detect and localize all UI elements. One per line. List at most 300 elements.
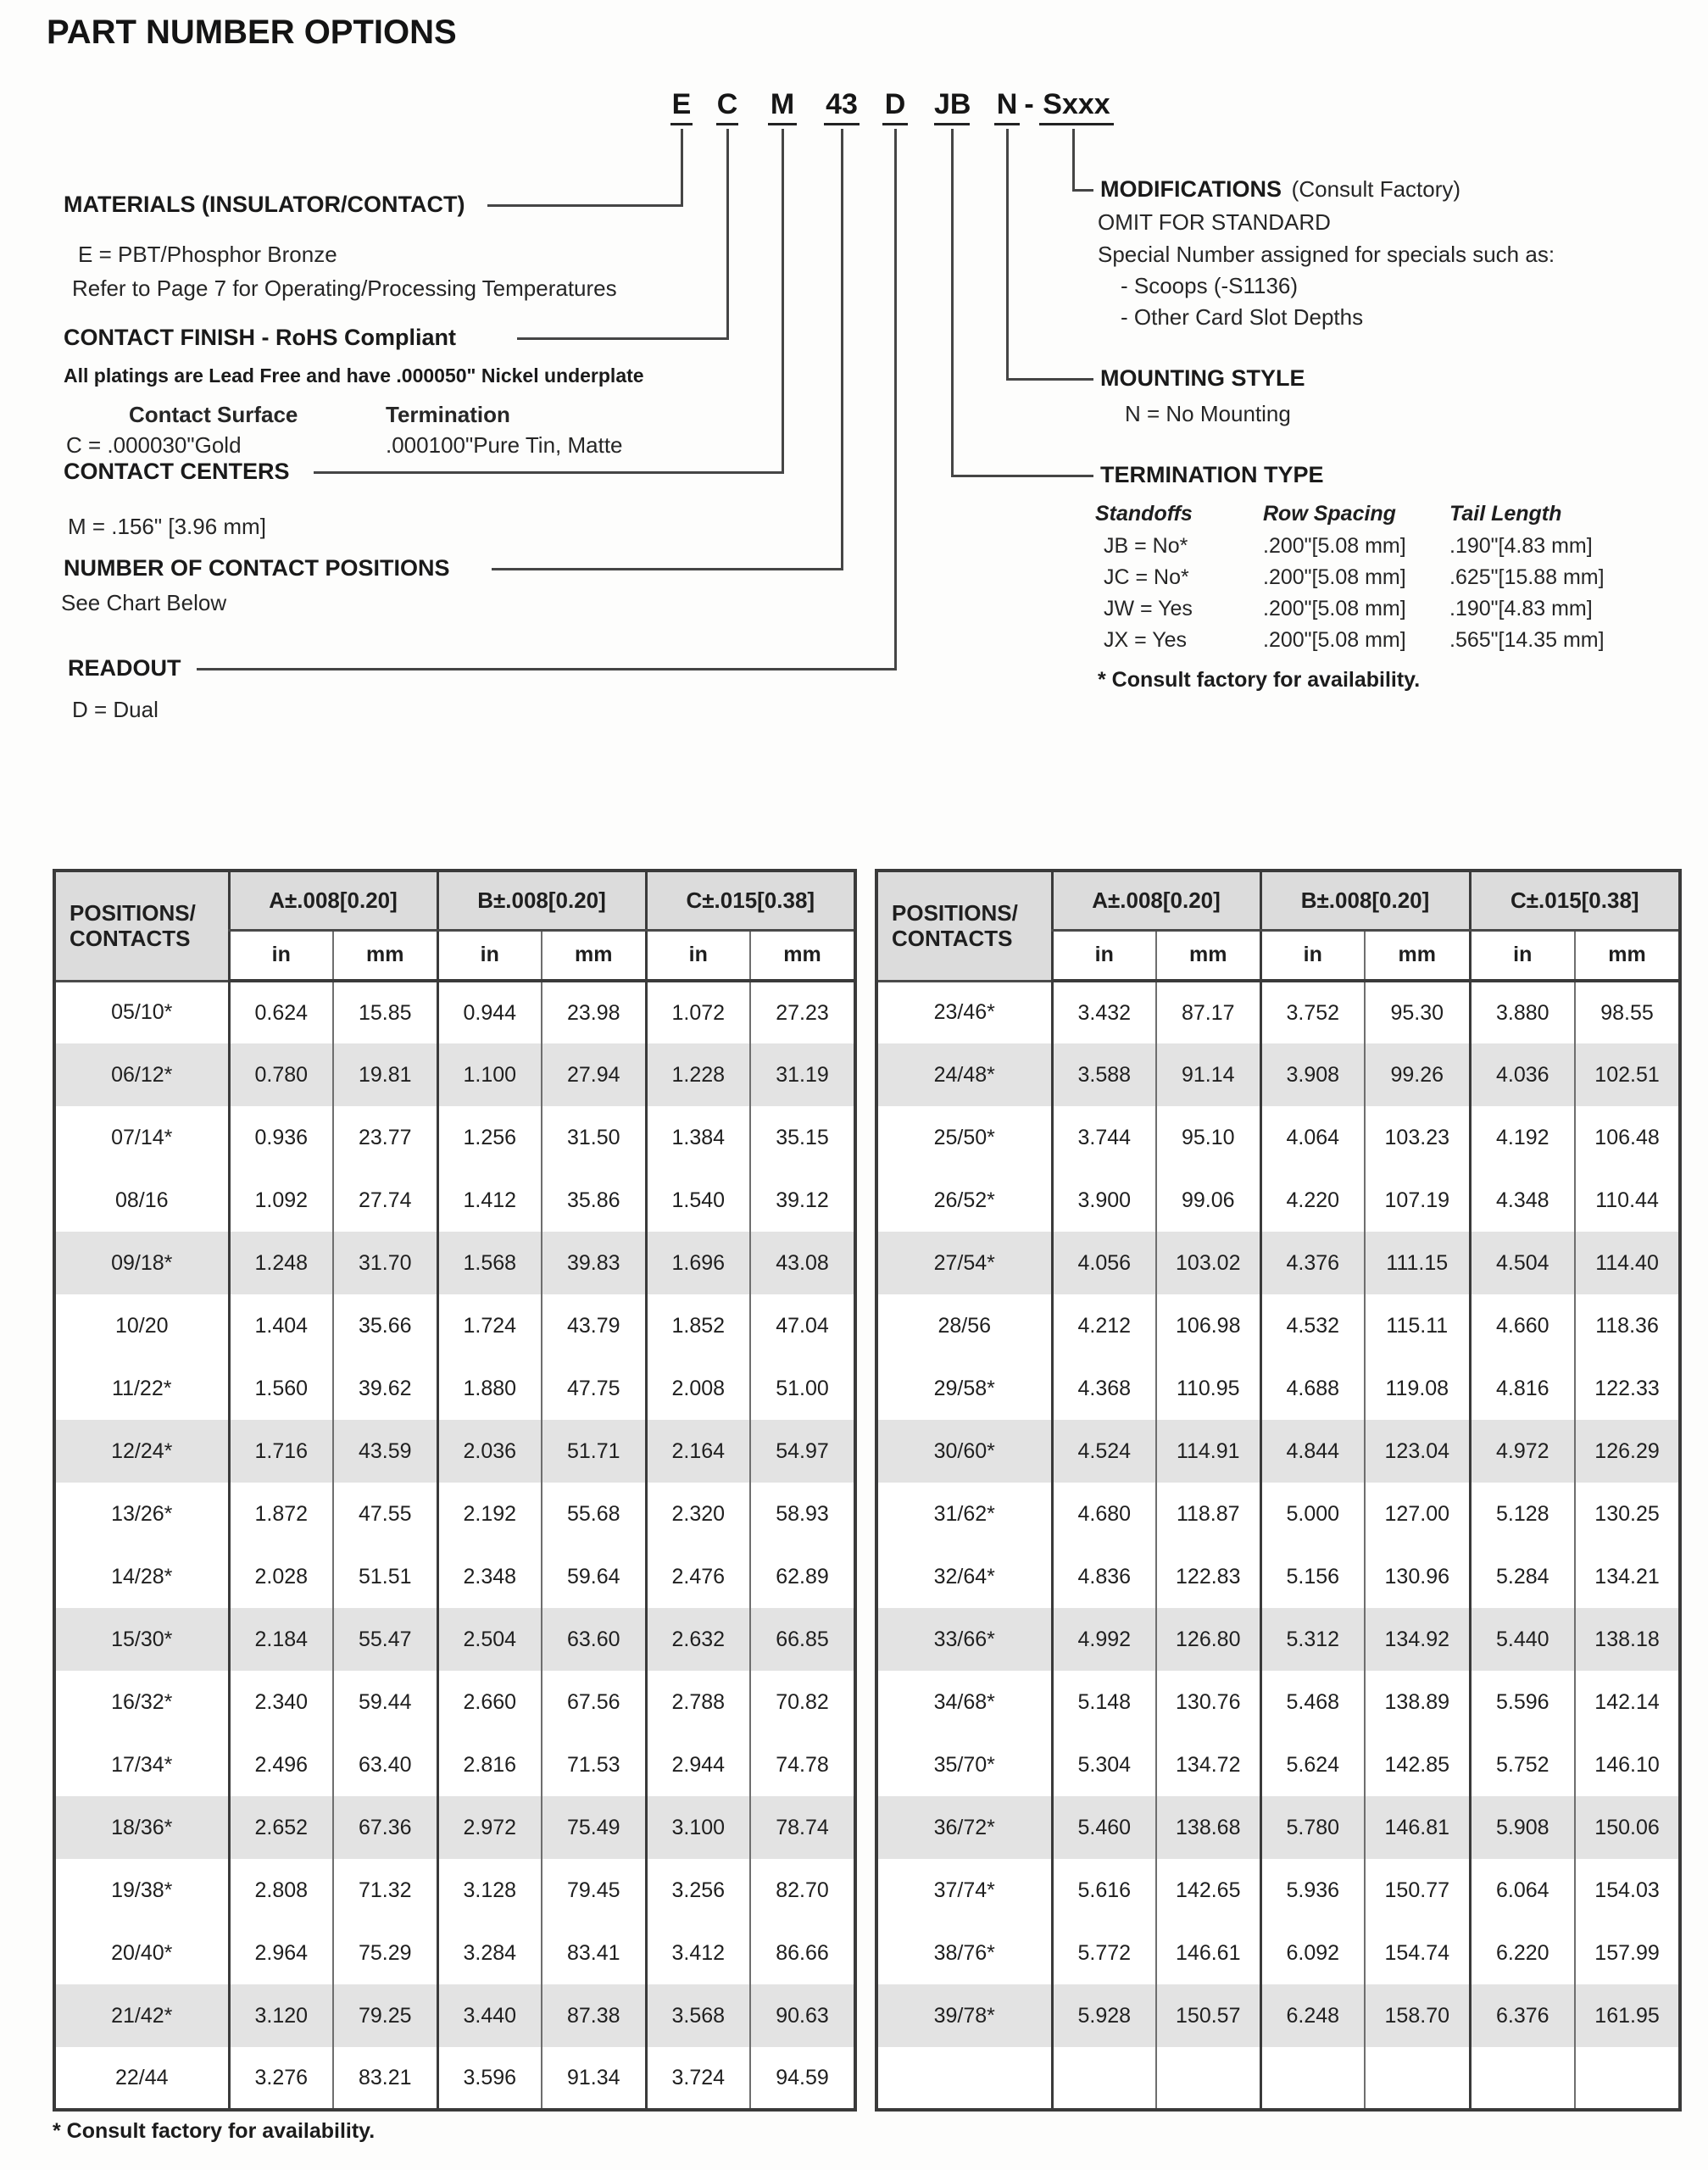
positions-cell: 38/76*	[933, 1940, 995, 1965]
connector-line-modification-h	[1072, 189, 1093, 192]
value-cell: 2.816	[437, 1733, 542, 1796]
modifications-header: MODIFICATIONS	[1100, 176, 1282, 202]
value-cell: 71.32	[333, 1859, 437, 1922]
value-cell: 146.10	[1575, 1733, 1680, 1796]
value-cell: 4.844	[1260, 1420, 1365, 1483]
value-cell: 1.852	[646, 1294, 750, 1357]
value-cell: 4.524	[1052, 1420, 1156, 1483]
positions-label: POSITIONS/	[70, 900, 196, 926]
value-cell: 1.256	[437, 1106, 542, 1169]
value-cell: 142.65	[1156, 1859, 1260, 1922]
termination-row-spacing: .200"[5.08 mm]	[1263, 597, 1406, 620]
part-number-separator: -	[1024, 88, 1034, 120]
table-row	[876, 1608, 1680, 1671]
value-cell: 150.57	[1156, 1984, 1260, 2047]
table-footnote: * Consult factory for availability.	[53, 2119, 376, 2143]
value-cell: 5.000	[1260, 1483, 1365, 1545]
table-row	[54, 1043, 855, 1106]
positions-cell	[876, 2047, 1052, 2110]
value-cell: 83.41	[542, 1922, 646, 1984]
value-cell: 150.77	[1365, 1859, 1470, 1922]
value-cell: 5.752	[1470, 1733, 1575, 1796]
value-cell: 1.880	[437, 1357, 542, 1420]
value-cell: 5.936	[1260, 1859, 1365, 1922]
dimension-table-left	[53, 869, 857, 2112]
termination-tail-length: .190"[4.83 mm]	[1449, 534, 1593, 558]
positions-cell: 39/78*	[876, 1984, 1052, 2047]
value-cell: 1.100	[437, 1043, 542, 1106]
connector-line-mounting-h	[1006, 378, 1093, 381]
materials-note: Refer to Page 7 for Operating/Processing Temperatures	[72, 275, 617, 301]
positions-cell: 11/22*	[112, 1376, 172, 1400]
table-row	[876, 1169, 1680, 1232]
value-cell: 47.55	[333, 1483, 437, 1545]
value-cell: 31.50	[542, 1106, 646, 1169]
table-row	[54, 1357, 855, 1420]
value-cell: 150.06	[1575, 1796, 1680, 1859]
value-cell: 146.61	[1156, 1922, 1260, 1984]
value-cell: 1.072	[646, 981, 750, 1043]
part-number-segment-material: E	[670, 88, 693, 125]
value-cell: 5.128	[1470, 1483, 1575, 1545]
table-row	[54, 2047, 855, 2110]
contacts-label: CONTACTS	[70, 926, 191, 952]
group-header-c: C±.015[0.38]	[1470, 871, 1680, 930]
modifications-line4: - Other Card Slot Depths	[1121, 304, 1364, 330]
value-cell: 2.184	[229, 1608, 333, 1671]
value-cell: 2.808	[229, 1859, 333, 1922]
connector-line-positions-v	[841, 129, 843, 570]
termination-footnote: * Consult factory for availability.	[1098, 668, 1421, 692]
value-cell: 4.376	[1260, 1232, 1365, 1294]
contact-finish-note: All platings are Lead Free and have .000050" Nickel underplate	[64, 364, 644, 387]
value-cell: 99.06	[1156, 1169, 1260, 1232]
value-cell: 3.412	[646, 1922, 750, 1984]
unit-mm: mm	[1365, 930, 1470, 981]
value-cell: 4.064	[1260, 1106, 1365, 1169]
value-cell: 27.23	[750, 981, 855, 1043]
value-cell: 66.85	[750, 1608, 855, 1671]
value-cell: 138.18	[1575, 1608, 1680, 1671]
value-cell: 6.248	[1260, 1984, 1365, 2047]
table-row	[876, 1922, 1680, 1984]
value-cell: 111.15	[1365, 1232, 1470, 1294]
connector-line-finish-h	[517, 337, 729, 340]
value-cell: 39.12	[750, 1169, 855, 1232]
table-header-row	[876, 871, 1680, 930]
group-header-a: A±.008[0.20]	[1052, 871, 1260, 930]
positions-cell: 31/62*	[933, 1501, 995, 1526]
table-row	[876, 1545, 1680, 1608]
value-cell: 1.228	[646, 1043, 750, 1106]
value-cell: 1.568	[437, 1232, 542, 1294]
value-cell: 47.04	[750, 1294, 855, 1357]
value-cell	[1260, 2047, 1365, 2110]
value-cell: 5.780	[1260, 1796, 1365, 1859]
value-cell: 83.21	[333, 2047, 437, 2110]
part-number-segment-positions: 43	[824, 88, 860, 125]
value-cell: 3.284	[437, 1922, 542, 1984]
value-cell: 4.368	[1052, 1357, 1156, 1420]
value-cell: 114.91	[1156, 1420, 1260, 1483]
termination-tail-length: .565"[14.35 mm]	[1449, 628, 1605, 652]
positions-cell: 21/42*	[54, 1984, 229, 2047]
value-cell: 1.248	[229, 1232, 333, 1294]
value-cell: 5.284	[1470, 1545, 1575, 1608]
value-cell: 0.780	[229, 1043, 333, 1106]
value-cell: 55.68	[542, 1483, 646, 1545]
group-header-b: B±.008[0.20]	[437, 871, 646, 930]
value-cell: 126.29	[1575, 1420, 1680, 1483]
value-cell: 1.716	[229, 1420, 333, 1483]
value-cell: 122.33	[1575, 1357, 1680, 1420]
modifications-header-note: (Consult Factory)	[1291, 176, 1461, 202]
value-cell: 3.432	[1052, 981, 1156, 1043]
termination-code: JX = Yes	[1104, 628, 1187, 652]
table-row	[876, 1294, 1680, 1357]
table-row	[54, 1608, 855, 1671]
unit-in: in	[1052, 930, 1156, 981]
value-cell: 2.660	[437, 1671, 542, 1733]
unit-in: in	[229, 930, 333, 981]
positions-cell: 08/16	[114, 1188, 169, 1212]
value-cell: 31.70	[333, 1232, 437, 1294]
value-cell: 1.560	[229, 1357, 333, 1420]
unit-in: in	[1260, 930, 1365, 981]
connector-line-positions-h	[492, 568, 843, 570]
value-cell: 95.10	[1156, 1106, 1260, 1169]
value-cell: 1.092	[229, 1169, 333, 1232]
value-cell: 122.83	[1156, 1545, 1260, 1608]
table-row	[876, 1483, 1680, 1545]
termination-code: JW = Yes	[1104, 597, 1193, 620]
value-cell: 27.74	[333, 1169, 437, 1232]
table-row	[54, 1545, 855, 1608]
value-cell: 3.744	[1052, 1106, 1156, 1169]
part-number-segment-readout: D	[882, 88, 908, 125]
value-cell: 2.652	[229, 1796, 333, 1859]
value-cell: 63.60	[542, 1608, 646, 1671]
unit-mm: mm	[750, 930, 855, 981]
table-row	[54, 1106, 855, 1169]
value-cell: 158.70	[1365, 1984, 1470, 2047]
value-cell: 6.220	[1470, 1922, 1575, 1984]
termination-col-row-spacing: Row Spacing	[1263, 502, 1396, 526]
value-cell: 4.816	[1470, 1357, 1575, 1420]
value-cell: 90.63	[750, 1984, 855, 2047]
part-number-segment-finish: C	[716, 88, 738, 125]
table-row	[54, 1420, 855, 1483]
value-cell: 4.056	[1052, 1232, 1156, 1294]
contact-centers-header: CONTACT CENTERS	[64, 459, 290, 484]
table-row	[876, 1043, 1680, 1106]
value-cell: 1.724	[437, 1294, 542, 1357]
value-cell: 5.908	[1470, 1796, 1575, 1859]
value-cell: 157.99	[1575, 1922, 1680, 1984]
value-cell: 71.53	[542, 1733, 646, 1796]
value-cell: 43.79	[542, 1294, 646, 1357]
positions-cell: 26/52*	[933, 1188, 995, 1212]
value-cell: 2.972	[437, 1796, 542, 1859]
value-cell: 138.68	[1156, 1796, 1260, 1859]
value-cell: 4.680	[1052, 1483, 1156, 1545]
unit-in: in	[646, 930, 750, 981]
termination-row-spacing: .200"[5.08 mm]	[1263, 628, 1406, 652]
positions-cell: 10/20	[114, 1313, 169, 1338]
value-cell: 2.964	[229, 1922, 333, 1984]
value-cell: 3.724	[646, 2047, 750, 2110]
value-cell: 130.96	[1365, 1545, 1470, 1608]
value-cell: 127.00	[1365, 1483, 1470, 1545]
connector-line-materials-h	[487, 204, 683, 207]
value-cell: 5.304	[1052, 1733, 1156, 1796]
unit-mm: mm	[1156, 930, 1260, 981]
value-cell: 58.93	[750, 1483, 855, 1545]
value-cell: 2.192	[437, 1483, 542, 1545]
value-cell: 6.092	[1260, 1922, 1365, 1984]
value-cell: 74.78	[750, 1733, 855, 1796]
value-cell: 5.468	[1260, 1671, 1365, 1733]
positions-cell: 18/36*	[54, 1796, 229, 1859]
value-cell: 75.29	[333, 1922, 437, 1984]
value-cell: 4.992	[1052, 1608, 1156, 1671]
termination-col-standoffs: Standoffs	[1095, 502, 1193, 526]
value-cell: 86.66	[750, 1922, 855, 1984]
value-cell: 3.128	[437, 1859, 542, 1922]
table-row	[876, 1232, 1680, 1294]
value-cell: 82.70	[750, 1859, 855, 1922]
termination-row	[1095, 565, 1705, 597]
value-cell: 110.44	[1575, 1169, 1680, 1232]
positions-cell: 14/28*	[111, 1564, 173, 1589]
modifications-line1: OMIT FOR STANDARD	[1098, 209, 1331, 235]
value-cell: 103.02	[1156, 1232, 1260, 1294]
value-cell: 75.49	[542, 1796, 646, 1859]
value-cell: 0.944	[437, 981, 542, 1043]
value-cell: 119.08	[1365, 1357, 1470, 1420]
modifications-header-suffix	[1285, 176, 1291, 202]
table-row	[876, 1106, 1680, 1169]
table-row	[876, 1671, 1680, 1733]
positions-cell: 20/40*	[111, 1940, 173, 1965]
value-cell: 154.03	[1575, 1859, 1680, 1922]
value-cell: 63.40	[333, 1733, 437, 1796]
positions-cell: 36/72*	[876, 1796, 1052, 1859]
modifications-line3: - Scoops (-S1136)	[1121, 273, 1299, 298]
value-cell: 35.15	[750, 1106, 855, 1169]
value-cell: 2.028	[229, 1545, 333, 1608]
value-cell: 5.156	[1260, 1545, 1365, 1608]
value-cell: 1.696	[646, 1232, 750, 1294]
value-cell: 87.17	[1156, 981, 1260, 1043]
value-cell: 2.036	[437, 1420, 542, 1483]
termination-code: JB = No*	[1104, 534, 1188, 558]
value-cell: 2.164	[646, 1420, 750, 1483]
positions-cell: 09/18*	[54, 1232, 229, 1294]
table-row	[54, 1859, 855, 1922]
value-cell: 118.36	[1575, 1294, 1680, 1357]
value-cell: 79.25	[333, 1984, 437, 2047]
value-cell: 102.51	[1575, 1043, 1680, 1106]
table-row	[54, 1671, 855, 1733]
contact-surface-header: Contact Surface	[129, 402, 298, 427]
value-cell: 103.23	[1365, 1106, 1470, 1169]
value-cell: 3.752	[1260, 981, 1365, 1043]
value-cell: 5.148	[1052, 1671, 1156, 1733]
value-cell: 1.412	[437, 1169, 542, 1232]
value-cell: 126.80	[1156, 1608, 1260, 1671]
page-title: PART NUMBER OPTIONS	[47, 14, 457, 51]
value-cell: 51.71	[542, 1420, 646, 1483]
positions-cell: 07/14*	[111, 1125, 173, 1149]
value-cell: 39.83	[542, 1232, 646, 1294]
value-cell: 1.540	[646, 1169, 750, 1232]
value-cell: 79.45	[542, 1859, 646, 1922]
value-cell: 3.256	[646, 1859, 750, 1922]
positions-cell: 23/46*	[933, 1000, 995, 1025]
positions-cell: 37/74*	[933, 1878, 995, 1902]
value-cell: 3.880	[1470, 981, 1575, 1043]
value-cell: 142.85	[1365, 1733, 1470, 1796]
table-row	[54, 1232, 855, 1294]
termination-row	[1095, 597, 1705, 628]
value-cell: 2.340	[229, 1671, 333, 1733]
termination-rows	[1095, 534, 1705, 661]
termination-tail-length: .625"[15.88 mm]	[1449, 565, 1605, 589]
positions-cell: 12/24*	[54, 1420, 229, 1483]
value-cell: 2.320	[646, 1483, 750, 1545]
value-cell: 118.87	[1156, 1483, 1260, 1545]
termination-col-header: Termination	[386, 402, 510, 427]
value-cell: 55.47	[333, 1608, 437, 1671]
value-cell: 0.624	[229, 981, 333, 1043]
positions-cell: 30/60*	[876, 1420, 1052, 1483]
value-cell: 27.94	[542, 1043, 646, 1106]
value-cell: 5.928	[1052, 1984, 1156, 2047]
connector-line-modification-v	[1072, 129, 1075, 192]
termination-tail-length: .190"[4.83 mm]	[1449, 597, 1593, 620]
part-number-segment-mounting: N	[994, 88, 1020, 125]
value-cell: 4.348	[1470, 1169, 1575, 1232]
value-cell: 114.40	[1575, 1232, 1680, 1294]
value-cell: 4.036	[1470, 1043, 1575, 1106]
value-cell: 4.836	[1052, 1545, 1156, 1608]
value-cell: 94.59	[750, 2047, 855, 2110]
termination-row	[1095, 534, 1705, 565]
value-cell: 59.64	[542, 1545, 646, 1608]
positions-cell: 22/44	[114, 2065, 169, 2089]
value-cell: 106.98	[1156, 1294, 1260, 1357]
value-cell: 5.312	[1260, 1608, 1365, 1671]
value-cell	[1470, 2047, 1575, 2110]
value-cell: 67.56	[542, 1671, 646, 1733]
value-cell: 2.348	[437, 1545, 542, 1608]
value-cell	[1575, 2047, 1680, 2110]
connector-line-materials-v	[681, 129, 683, 207]
value-cell: 130.25	[1575, 1483, 1680, 1545]
positions-cell: 13/26*	[111, 1501, 173, 1526]
value-cell: 23.98	[542, 981, 646, 1043]
unit-in: in	[1470, 930, 1575, 981]
positions-cell: 15/30*	[54, 1608, 229, 1671]
readout-line: D = Dual	[72, 697, 159, 722]
table-header-row	[54, 871, 855, 930]
positions-cell: 28/56	[937, 1313, 992, 1338]
table-row	[54, 1733, 855, 1796]
value-cell: 43.59	[333, 1420, 437, 1483]
value-cell: 51.00	[750, 1357, 855, 1420]
positions-cell: 06/12*	[54, 1043, 229, 1106]
materials-header: MATERIALS (INSULATOR/CONTACT)	[64, 192, 465, 217]
value-cell: 15.85	[333, 981, 437, 1043]
value-cell: 130.76	[1156, 1671, 1260, 1733]
value-cell: 95.30	[1365, 981, 1470, 1043]
positions-contacts-header	[876, 871, 1052, 981]
positions-cell: 24/48*	[876, 1043, 1052, 1106]
value-cell: 4.212	[1052, 1294, 1156, 1357]
value-cell: 123.04	[1365, 1420, 1470, 1483]
value-cell: 6.376	[1470, 1984, 1575, 2047]
contact-centers-line: M = .156" [3.96 mm]	[68, 514, 266, 539]
table-row	[876, 2047, 1680, 2110]
value-cell: 87.38	[542, 1984, 646, 2047]
value-cell: 3.568	[646, 1984, 750, 2047]
value-cell: 5.460	[1052, 1796, 1156, 1859]
value-cell: 2.496	[229, 1733, 333, 1796]
table-row	[876, 1984, 1680, 2047]
positions-label: POSITIONS/	[892, 900, 1018, 926]
materials-line: E = PBT/Phosphor Bronze	[78, 242, 337, 267]
table-row	[876, 1357, 1680, 1420]
value-cell: 54.97	[750, 1420, 855, 1483]
value-cell: 3.120	[229, 1984, 333, 2047]
part-number-segment-centers: M	[768, 88, 797, 125]
termination-col-tail-length: Tail Length	[1449, 502, 1562, 526]
value-cell: 2.632	[646, 1608, 750, 1671]
value-cell: 138.89	[1365, 1671, 1470, 1733]
value-cell: 3.900	[1052, 1169, 1156, 1232]
value-cell: 0.936	[229, 1106, 333, 1169]
positions-cell: 33/66*	[876, 1608, 1052, 1671]
contact-surface-value: C = .000030"Gold	[66, 432, 242, 458]
value-cell: 3.908	[1260, 1043, 1365, 1106]
value-cell: 4.532	[1260, 1294, 1365, 1357]
value-cell: 99.26	[1365, 1043, 1470, 1106]
positions-cell: 35/70*	[933, 1752, 995, 1777]
value-cell	[1156, 2047, 1260, 2110]
value-cell: 3.100	[646, 1796, 750, 1859]
value-cell: 4.688	[1260, 1357, 1365, 1420]
termination-row-spacing: .200"[5.08 mm]	[1263, 534, 1406, 558]
modifications-line2: Special Number assigned for specials such as:	[1098, 242, 1555, 267]
dimension-table-right	[875, 869, 1682, 2112]
table-row	[876, 981, 1680, 1043]
modifications-header-row	[1100, 176, 1460, 203]
table-row	[54, 1483, 855, 1545]
termination-row-spacing: .200"[5.08 mm]	[1263, 565, 1406, 589]
value-cell: 154.74	[1365, 1922, 1470, 1984]
value-cell: 3.276	[229, 2047, 333, 2110]
value-cell: 5.616	[1052, 1859, 1156, 1922]
part-number-segment-termination: JB	[934, 88, 970, 125]
value-cell: 4.660	[1470, 1294, 1575, 1357]
positions-cell: 17/34*	[111, 1752, 173, 1777]
value-cell: 107.19	[1365, 1169, 1470, 1232]
value-cell: 161.95	[1575, 1984, 1680, 2047]
table-row	[54, 1796, 855, 1859]
value-cell: 5.596	[1470, 1671, 1575, 1733]
value-cell: 142.14	[1575, 1671, 1680, 1733]
